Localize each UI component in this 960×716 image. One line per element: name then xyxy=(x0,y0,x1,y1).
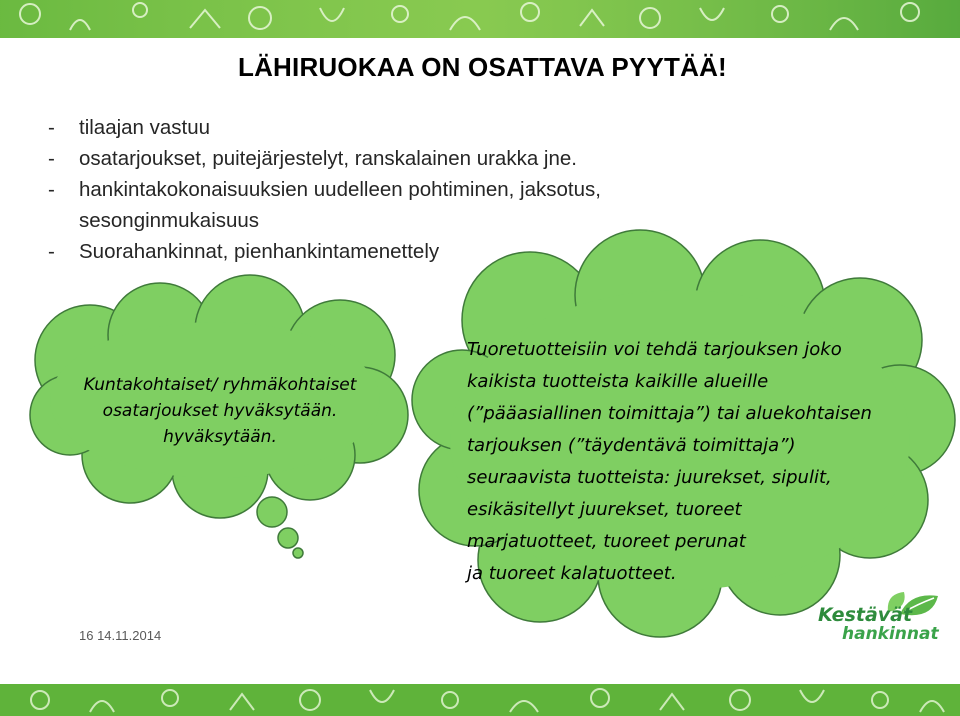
bullet-dash: - xyxy=(48,147,55,170)
right-cloud-line: esikäsitellyt juurekset, tuoreet xyxy=(467,499,742,520)
right-cloud-line: ja tuoreet kalatuotteet. xyxy=(467,563,677,584)
bottom-decorative-banner xyxy=(0,684,960,716)
logo-word-hankinnat: hankinnat xyxy=(842,624,939,644)
thought-bubble xyxy=(293,548,303,558)
left-cloud-line: Kuntakohtaiset/ ryhmäkohtaiset xyxy=(83,375,357,395)
thought-bubble xyxy=(278,528,298,548)
bullet-line: hankintakokonaisuuksien uudelleen pohtiminen, jaksotus, xyxy=(79,178,601,201)
kestavat-hankinnat-logo xyxy=(808,590,946,652)
bullet-dash: - xyxy=(48,178,55,201)
footer-date: 16 14.11.2014 xyxy=(79,628,162,643)
right-cloud-text xyxy=(467,334,937,590)
right-cloud-line: (”pääasiallinen toimittaja”) tai aluekohtaisen xyxy=(467,403,872,424)
left-cloud-text xyxy=(40,372,400,450)
slide-title: LÄHIRUOKAA ON OSATTAVA PYYTÄÄ! xyxy=(238,52,727,82)
bullet-line: osatarjoukset, puitejärjestelyt, ranskalainen urakka jne. xyxy=(79,147,577,170)
right-cloud-line: seuraavista tuotteista: juurekset, sipulit, xyxy=(467,467,832,488)
bullet-line: tilaajan vastuu xyxy=(79,116,211,139)
bullet-line: sesonginmukaisuus xyxy=(79,209,260,232)
bullet-dash: - xyxy=(48,240,55,263)
right-cloud-line: marjatuotteet, tuoreet perunat xyxy=(467,531,746,552)
bullet-line: Suorahankinnat, pienhankintamenettely xyxy=(79,240,440,263)
right-cloud-line: kaikista tuotteista kaikille alueille xyxy=(467,371,769,392)
logo-word-kestavat: Kestävät xyxy=(818,604,913,626)
left-cloud-line: hyväksytään. xyxy=(163,427,277,447)
bullet-dash: - xyxy=(48,116,55,139)
right-cloud-line: tarjouksen (”täydentävä toimittaja”) xyxy=(467,435,796,456)
right-cloud-line: Tuoretuotteisiin voi tehdä tarjouksen joko xyxy=(467,339,842,360)
thought-bubble xyxy=(257,497,287,527)
left-cloud-line: osatarjoukset hyväksytään. xyxy=(102,401,338,421)
